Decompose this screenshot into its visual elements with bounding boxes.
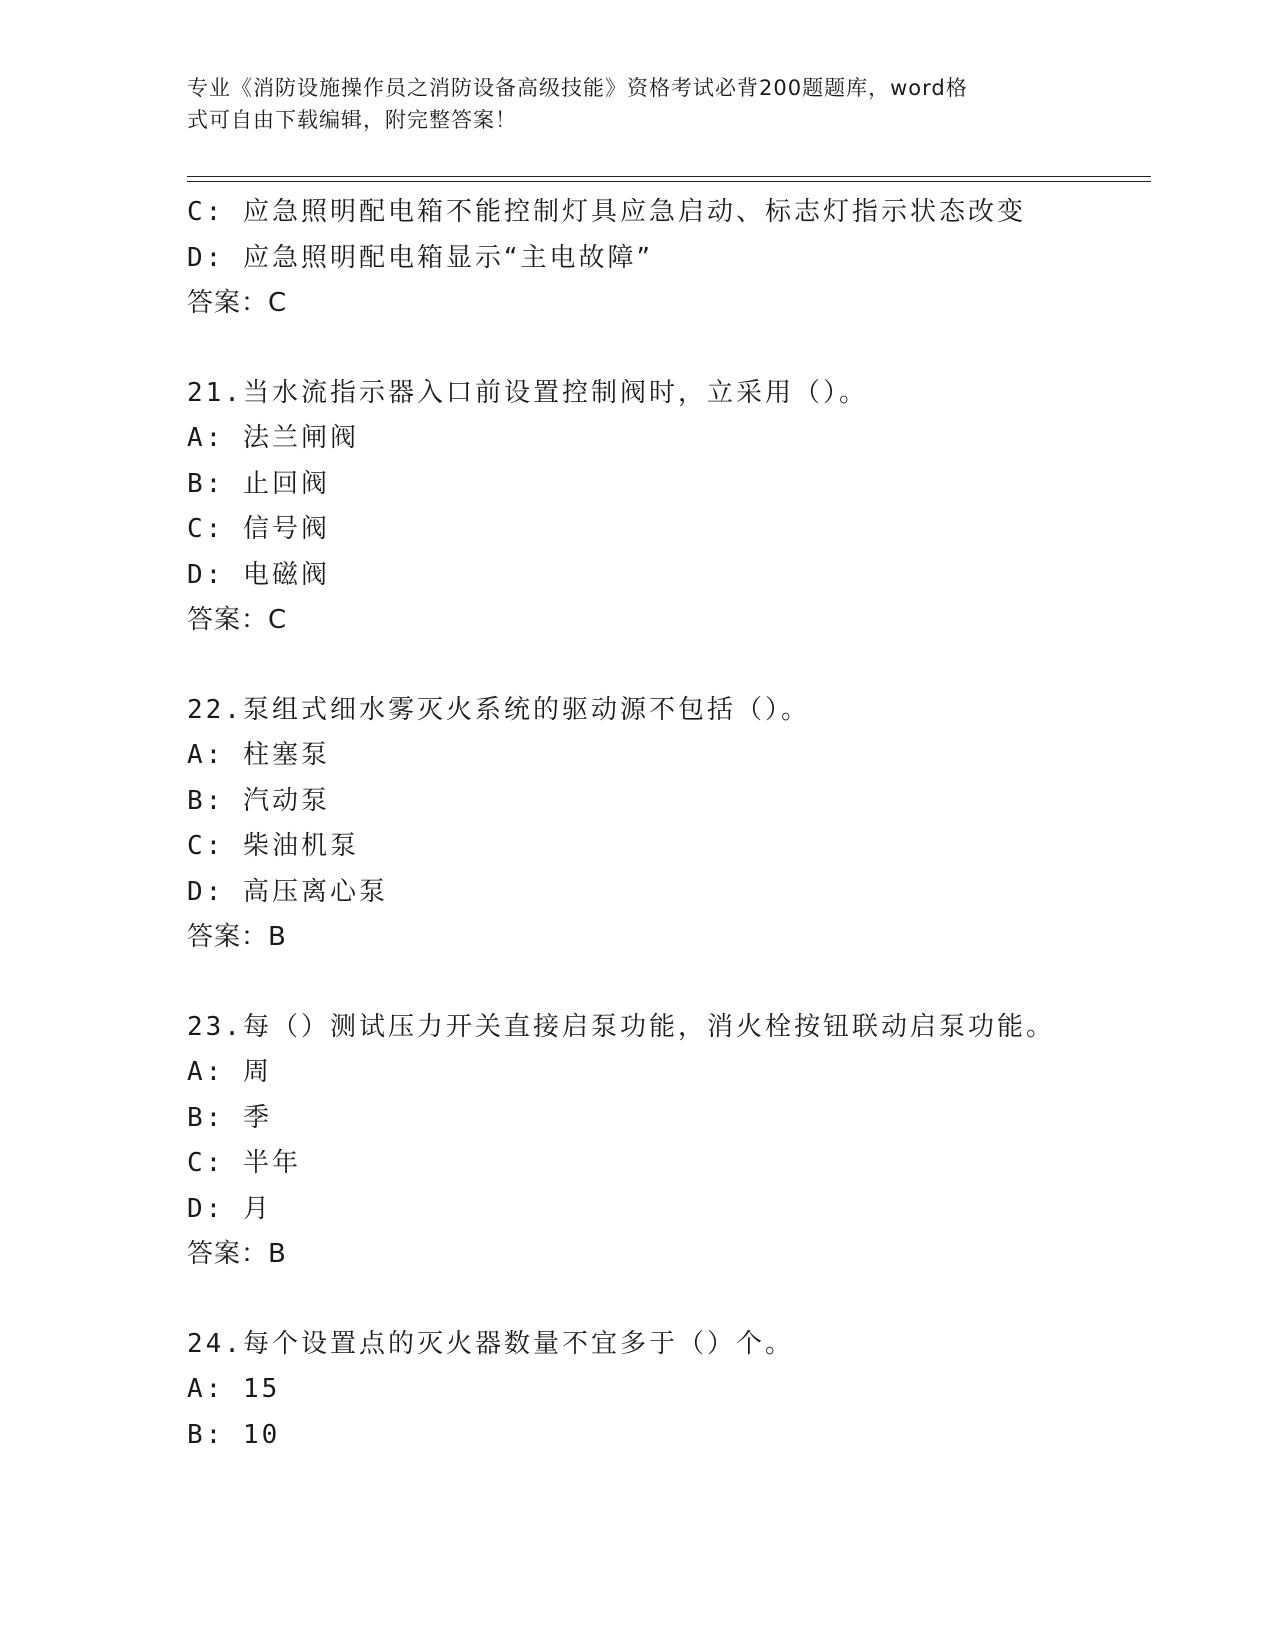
option-label: A: <box>187 1057 225 1087</box>
option-line <box>187 507 1147 553</box>
question-stem: 24.每个设置点的灭火器数量不宜多于（）个。 <box>187 1328 794 1359</box>
option-line <box>187 236 1147 282</box>
option-text: 法兰闸阀 <box>242 423 359 453</box>
option-text: 止回阀 <box>242 468 330 499</box>
answer-line: 答案：C <box>187 605 288 635</box>
question-22 <box>187 688 1147 961</box>
option-label: D: <box>187 1193 225 1224</box>
question-stem: 21.当水流指示器入口前设置控制阀时，立采用（）。 <box>187 377 868 408</box>
option-text: 高压离心泵 <box>242 876 388 907</box>
option-text: 10 <box>242 1419 281 1450</box>
option-label: A: <box>187 423 225 453</box>
question-stem: 22.泵组式细水雾灭火系统的驱动源不包括（）。 <box>187 694 810 725</box>
option-label: A: <box>187 740 225 770</box>
option-text: 柱塞泵 <box>242 740 330 770</box>
option-text: 汽动泵 <box>242 785 330 816</box>
option-label: D: <box>187 876 225 907</box>
option-line <box>187 824 1147 870</box>
answer-line: 答案：C <box>187 288 288 318</box>
option-label: C: <box>187 197 225 227</box>
header-line-2: 式可自由下载编辑，附完整答案！ <box>187 108 517 132</box>
option-text: 季 <box>242 1102 272 1133</box>
question-24 <box>187 1322 1147 1459</box>
option-label: D: <box>187 559 225 590</box>
option-label: C: <box>187 514 225 544</box>
document-header <box>187 72 1087 136</box>
question-21 <box>187 371 1147 644</box>
option-line <box>187 462 1147 508</box>
option-line <box>187 1367 1147 1413</box>
header-line-1: 专业《消防设施操作员之消防设备高级技能》资格考试必背200题题库，word格 <box>187 76 968 100</box>
option-line <box>187 1050 1147 1096</box>
option-text: 15 <box>242 1374 281 1404</box>
option-label: B: <box>187 1419 225 1450</box>
option-text: 应急照明配电箱显示“主电故障” <box>242 242 653 273</box>
option-label: B: <box>187 1102 225 1133</box>
option-line <box>187 870 1147 916</box>
option-label: C: <box>187 1148 225 1178</box>
option-line <box>187 1187 1147 1233</box>
option-label: C: <box>187 831 225 861</box>
option-text: 柴油机泵 <box>242 831 359 861</box>
option-line <box>187 1096 1147 1142</box>
option-line <box>187 1141 1147 1187</box>
option-line <box>187 733 1147 779</box>
option-text: 电磁阀 <box>242 559 330 590</box>
question-23 <box>187 1005 1147 1278</box>
option-text: 半年 <box>242 1148 301 1178</box>
carryover-block <box>187 190 1147 327</box>
option-label: D: <box>187 242 225 273</box>
option-line <box>187 1413 1147 1459</box>
option-label: B: <box>187 785 225 816</box>
option-label: B: <box>187 468 225 499</box>
option-line <box>187 190 1147 236</box>
question-stem: 23.每（）测试压力开关直接启泵功能，消火栓按钮联动启泵功能。 <box>187 1011 1055 1042</box>
header-rule-top <box>187 176 1151 177</box>
option-line <box>187 416 1147 462</box>
option-text: 月 <box>242 1193 272 1224</box>
answer-line: 答案：B <box>187 1239 287 1269</box>
option-text: 应急照明配电箱不能控制灯具应急启动、标志灯指示状态改变 <box>242 197 1026 227</box>
option-line <box>187 779 1147 825</box>
answer-line: 答案：B <box>187 922 287 952</box>
question-content <box>187 190 1147 1458</box>
header-rule-bottom <box>187 181 1151 182</box>
option-label: A: <box>187 1374 225 1404</box>
option-text: 信号阀 <box>242 514 330 544</box>
option-text: 周 <box>242 1057 272 1087</box>
option-line <box>187 553 1147 599</box>
